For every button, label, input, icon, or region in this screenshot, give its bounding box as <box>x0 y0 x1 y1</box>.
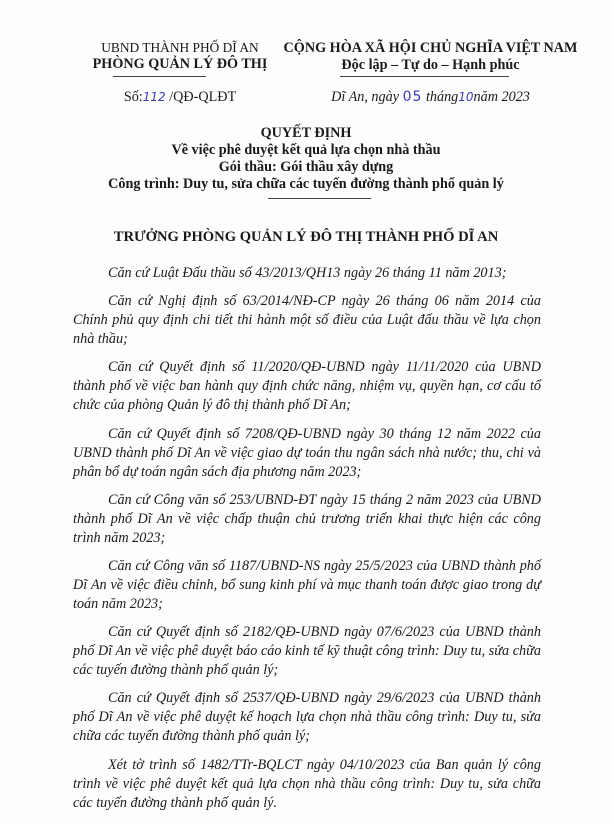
legal-basis-paragraph: Căn cứ Quyết định số 11/2020/QĐ-UBND ngày 11/11/2020 của UBND thành phố về việc ban hành quy định chức năng, nhiệm vụ, quyền hạn, cơ cấu tổ chức của phòng Quản lý đô thị thành phố Dĩ An; <box>73 359 541 414</box>
handwritten-day: 05 <box>402 89 423 105</box>
department-underline <box>113 76 206 77</box>
handwritten-month: 10 <box>458 90 474 104</box>
legal-basis-paragraph: Căn cứ Công văn số 253/UBND-ĐT ngày 15 tháng 2 năm 2023 của UBND thành phố Dĩ An về việc chấp thuận chủ trương triển khai thực hiện các công trình năm 2023; <box>73 491 541 546</box>
motto-underline <box>340 76 509 77</box>
decision-heading: QUYẾT ĐỊNH <box>260 125 352 141</box>
legal-basis-paragraph: Căn cứ Nghị định số 63/2014/NĐ-CP ngày 26 tháng 06 năm 2014 của Chính phủ quy định chi tiết thi hành một số điều của Luật đấu thầu về lựa chọn nhà thầu; <box>73 293 541 348</box>
month-label: tháng <box>425 89 459 105</box>
title-underline <box>268 198 371 199</box>
legal-basis-paragraph: Căn cứ Công văn số 1187/UBND-NS ngày 25/5/2023 của UBND thành phố Dĩ An về việc điều chỉnh, bổ sung kinh phí và mục thanh toán được giao trong dự toán năm 2023; <box>73 557 541 612</box>
year-text: năm 2023 <box>473 89 530 105</box>
project-name: Công trình: Duy tu, sửa chữa các tuyến đường thành phố quản lý <box>108 176 504 192</box>
department-name: PHÒNG QUẢN LÝ ĐÔ THỊ <box>92 56 268 72</box>
number-prefix: Số: <box>123 89 143 105</box>
date-prefix: Dĩ An, ngày <box>331 89 400 105</box>
national-motto: Độc lập – Tự do – Hạnh phúc <box>341 57 520 73</box>
bid-package: Gói thầu: Gói thầu xây dựng <box>218 159 394 175</box>
legal-basis-paragraph: Căn cứ Quyết định số 7208/QĐ-UBND ngày 30 tháng 12 năm 2022 của UBND thành phố Dĩ An về việc giao dự toán thu ngân sách nhà nước; thu, chi và phân bổ dự toán ngân sách địa phương năm 2023; <box>73 425 541 480</box>
decision-subject: Về việc phê duyệt kết quả lựa chọn nhà thầu <box>171 142 441 158</box>
national-title-block <box>253 40 608 74</box>
legal-basis-paragraph: Căn cứ Quyết định số 2182/QĐ-UBND ngày 07/6/2023 của UBND thành phố Dĩ An về việc phê duyệt báo cáo kinh tế kỹ thuật công trình: Duy tu, sửa chữa các tuyến đường thành phố quản lý; <box>73 624 541 679</box>
legal-basis <box>73 264 541 822</box>
issuing-authority: TRƯỞNG PHÒNG QUẢN LÝ ĐÔ THỊ THÀNH PHỐ DĨ AN <box>113 229 499 245</box>
legal-basis-paragraph: Căn cứ Luật Đấu thầu số 43/2013/QH13 ngày 26 tháng 11 năm 2013; <box>108 265 507 281</box>
review-submission-paragraph: Xét tờ trình số 1482/TTr-BQLCT ngày 04/10/2023 của Ban quản lý công trình về việc phê duyệt kết quả lựa chọn nhà thầu công trình: Duy tu, sửa chữa các tuyến đường thành phố quản lý. <box>73 756 541 811</box>
handwritten-number: 112 <box>142 90 166 104</box>
number-suffix: /QĐ-QLĐT <box>169 89 237 105</box>
issue-date <box>253 89 608 106</box>
agency-name: UBND THÀNH PHỐ DĨ AN <box>101 40 259 55</box>
nation-name: CỘNG HÒA XÃ HỘI CHỦ NGHĨA VIỆT NAM <box>283 40 578 56</box>
legal-basis-paragraph: Căn cứ Quyết định số 2537/QĐ-UBND ngày 29/6/2023 của UBND thành phố Dĩ An về việc phê duyệt kế hoạch lựa chọn nhà thầu công trình: Duy tu, sửa chữa các tuyến đường thành phố quản lý; <box>73 690 541 745</box>
